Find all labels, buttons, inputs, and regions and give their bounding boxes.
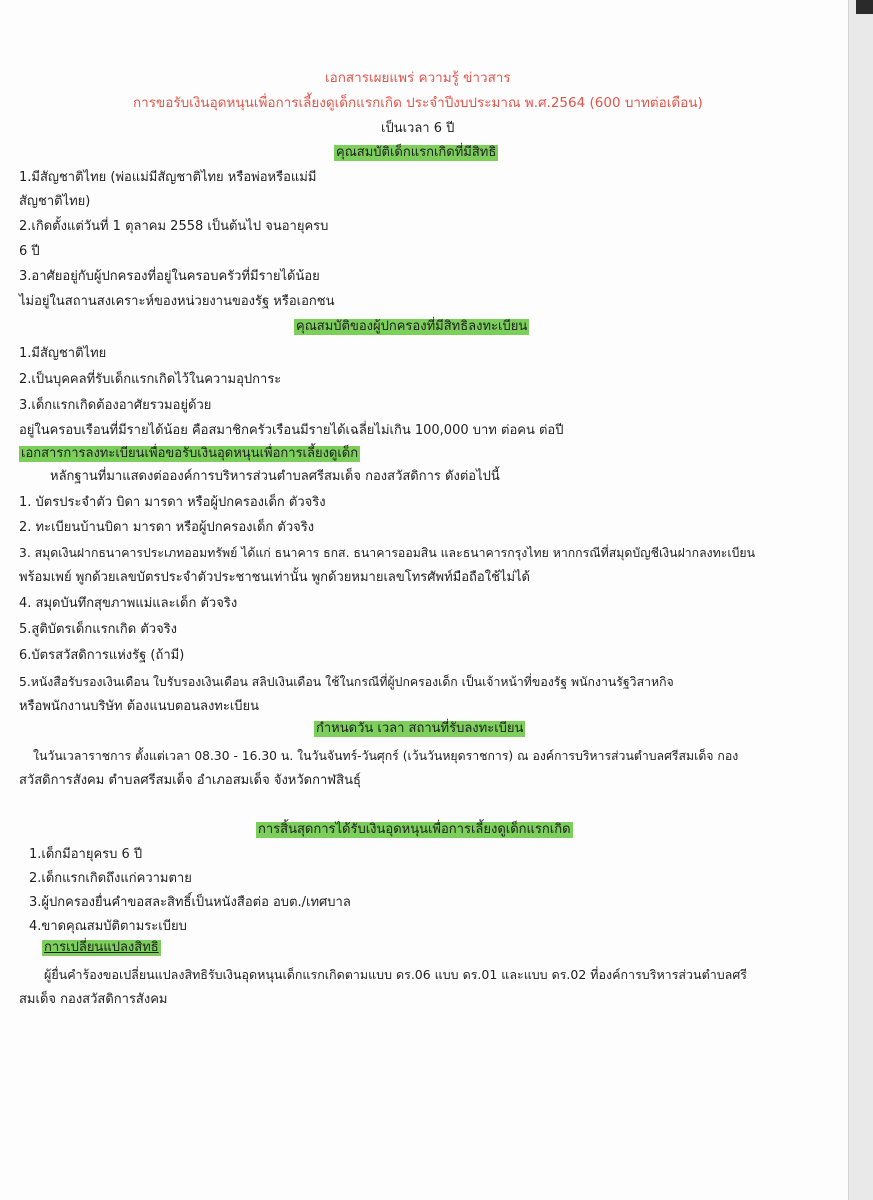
s3-line-3: 3. สมุดเงินฝากธนาคารประเภทออมทรัพย์ ได้แก่ ธนาคาร ธกส. ธนาคารออมสิน และธนาคารกรุงไทย หากกรณีที่สมุดบัญชีเงินฝากลงทะเบียน [19, 546, 755, 560]
scanner-edge [848, 0, 873, 1200]
s1-line-4: 6 ปี [19, 244, 40, 259]
s3-intro: หลักฐานที่มาแสดงต่อองค์การบริหารส่วนตำบลศรีสมเด็จ กองสวัสดิการ ดังต่อไปนี้ [50, 469, 500, 484]
header-line-1: เอกสารเผยแพร่ ความรู้ ข่าวสาร [325, 70, 511, 86]
s3-line-7b: หรือพนักงานบริษัท ต้องแนบตอนลงทะเบียน [19, 699, 260, 714]
s3-line-2: 2. ทะเบียนบ้านบิดา มารดา หรือผู้ปกครองเด็ก ตัวจริง [19, 520, 315, 535]
s6-line-1: ผู้ยื่นคำร้องขอเปลี่ยนแปลงสิทธิรับเงินอุดหนุนเด็กแรกเกิดตามแบบ ดร.06 แบบ ดร.01 และแบบ ดร.02 ที่องค์การบริหารส่วนตำบลศรี [44, 967, 747, 982]
s4-line-1: ในวันเวลาราชการ ตั้งแต่เวลา 08.30 - 16.30 น. ในวันจันทร์-วันศุกร์ (เว้นวันหยุดราชการ) ณ องค์การบริหารส่วนตำบลศรีสมเด็จ กอง [33, 749, 739, 763]
s5-line-2: 2.เด็กแรกเกิดถึงแก่ความตาย [29, 871, 192, 886]
s2-line-1: 1.มีสัญชาติไทย [19, 346, 107, 361]
header-line-3: เป็นเวลา 6 ปี [381, 121, 455, 136]
s1-line-6: ไม่อยู่ในสถานสงเคราะห์ของหน่วยงานของรัฐ หรือเอกชน [19, 294, 335, 309]
s3-line-7: 5.หนังสือรับรองเงินเดือน ใบรับรองเงินเดือน สลิปเงินเดือน ใช้ในกรณีที่ผู้ปกครองเด็ก เป็นเจ้าหน้าที่ของรัฐ พนักงานรัฐวิสาหกิจ [19, 675, 674, 689]
s5-line-4: 4.ขาดคุณสมบัติตามระเบียบ [29, 919, 187, 934]
header-line-2: การขอรับเงินอุดหนุนเพื่อการเลี้ยงดูเด็กแรกเกิด ประจำปีงบประมาณ พ.ศ.2564 (600 บาทต่อเดือน) [133, 95, 703, 111]
section-1-heading: คุณสมบัติเด็กแรกเกิดที่มีสิทธิ [336, 145, 497, 160]
s3-line-1: 1. บัตรประจำตัว บิดา มารดา หรือผู้ปกครองเด็ก ตัวจริง [19, 495, 326, 510]
s5-line-1: 1.เด็กมีอายุครบ 6 ปี [29, 847, 143, 862]
s2-line-4: อยู่ในครอบเรือนที่มีรายได้น้อย คือสมาชิกครัวเรือนมีรายได้เฉลี่ยไม่เกิน 100,000 บาท ต่อคน ต่อปี [19, 423, 564, 438]
s6-line-2: สมเด็จ กองสวัสดิการสังคม [19, 992, 168, 1007]
section-3-heading: เอกสารการลงทะเบียนเพื่อขอรับเงินอุดหนุนเพื่อการเลี้ยงดูเด็ก [21, 446, 359, 461]
s3-line-6: 6.บัตรสวัสดิการแห่งรัฐ (ถ้ามี) [19, 648, 185, 663]
section-4-heading: กำหนดวัน เวลา สถานที่รับลงทะเบียน [316, 721, 524, 736]
s3-line-3b: พร้อมเพย์ พูกด้วยเลขบัตรประจำตัวประชาชนเท่านั้น พูกด้วยหมายเลขโทรศัพท์มือถือใช้ไม่ได้ [19, 570, 530, 585]
section-2-heading: คุณสมบัติของผู้ปกครองที่มีสิทธิลงทะเบียน [296, 319, 528, 334]
section-5-heading: การสิ้นสุดการได้รับเงินอุดหนุนเพื่อการเลี้ยงดูเด็กแรกเกิด [258, 822, 571, 837]
s2-line-3: 3.เด็กแรกเกิดต้องอาศัยรวมอยู่ด้วย [19, 398, 212, 413]
s5-line-3: 3.ผู้ปกครองยื่นคำขอสละสิทธิ์เป็นหนังสือต่อ อบต./เทศบาล [29, 895, 351, 910]
s2-line-2: 2.เป็นบุคคลที่รับเด็กแรกเกิดไว้ในความอุปการะ [19, 372, 282, 387]
s1-line-1: 1.มีสัญชาติไทย (พ่อแม่มีสัญชาติไทย หรือพ่อหรือแม่มี [19, 170, 317, 185]
s1-line-5: 3.อาศัยอยู่กับผู้ปกครองที่อยู่ในครอบครัวที่มีรายได้น้อย [19, 269, 320, 284]
s4-line-2: สวัสดิการสังคม ตำบลศรีสมเด็จ อำเภอสมเด็จ จังหวัดกาฬสินธุ์ [19, 773, 361, 788]
s3-line-4: 4. สมุดบันทึกสุขภาพแม่และเด็ก ตัวจริง [19, 596, 238, 611]
s3-line-5: 5.สูติบัตรเด็กแรกเกิด ตัวจริง [19, 622, 178, 637]
s1-line-3: 2.เกิดตั้งแต่วันที่ 1 ตุลาคม 2558 เป็นต้นไป จนอายุครบ [19, 219, 329, 234]
scanner-corner [856, 0, 873, 14]
section-6-heading: การเปลี่ยนแปลงสิทธิ [44, 940, 159, 955]
s1-line-2: สัญชาติไทย) [19, 194, 91, 209]
